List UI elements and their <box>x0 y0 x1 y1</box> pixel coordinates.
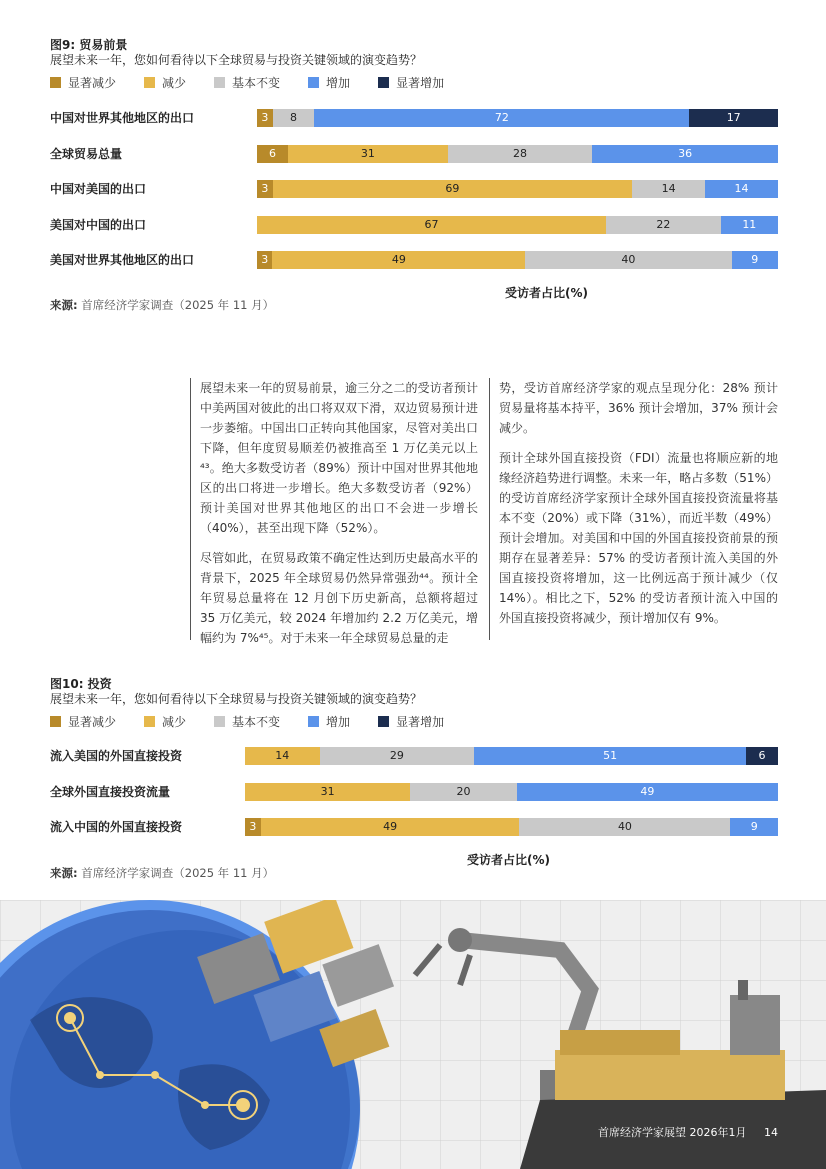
footer-text: 首席经济学家展望 2026年1月 <box>598 1126 747 1139</box>
legend-swatch <box>144 77 155 88</box>
stacked-bar <box>257 251 778 269</box>
bar-segment: 20 <box>410 783 517 801</box>
figure-10-x-axis-title: 受访者占比(%) <box>467 853 550 867</box>
bar-row <box>50 180 778 198</box>
figure-9-subtitle: 展望未来一年，您如何看待以下全球贸易与投资关键领域的演变趋势？ <box>50 53 423 67</box>
bar-segment: 31 <box>288 145 448 163</box>
legend-swatch <box>378 716 389 727</box>
bar-segment: 40 <box>525 251 731 269</box>
figure-9-legend <box>50 74 778 90</box>
bar-segment: 17 <box>689 109 778 127</box>
stacked-bar <box>245 818 778 836</box>
bar-segment: 6 <box>257 145 288 163</box>
legend-label: 显著增加 <box>396 714 445 729</box>
category-label: 中国对美国的出口 <box>50 182 147 196</box>
bar-row <box>50 251 778 269</box>
paragraph: 展望未来一年的贸易前景，逾三分之二的受访者预计中美两国对彼此的出口将双双下滑，双边贸易预计进一步萎缩。中国出口正转向其他国家，尽管对美出口下降，但年度贸易顺差仍被推高至 1 万亿美元以上⁴³。绝大多数受访者（89%）预计中国对世界其他地区的出口将进一步增长。绝大多数受访者（92%）预计美国对世界其他地区的出口不会进一步增长（40%），甚至出现下降（52%）。 <box>200 381 478 535</box>
legend-swatch <box>214 77 225 88</box>
stacked-bar <box>245 783 778 801</box>
stacked-bar <box>257 145 778 163</box>
paragraph: 尽管如此，在贸易政策不确定性达到历史最高水平的背景下，2025 年全球贸易仍然异常强劲⁴⁴。预计全年贸易总量将在 12 月创下历史新高，总额将超过 35 万亿美元，较 2024 年增加约 2.2 万亿美元，增幅约为 7%⁴⁵。对于未来一年全球贸易总量的走 <box>200 551 478 645</box>
bar-row <box>50 109 778 127</box>
source-text: 首席经济学家调查（2025 年 11 月） <box>81 866 275 880</box>
bar-segment: 14 <box>705 180 778 198</box>
legend-label: 显著减少 <box>68 75 117 90</box>
legend-item <box>144 713 186 730</box>
legend-item <box>144 74 186 91</box>
bar-segment: 22 <box>606 216 721 234</box>
legend-swatch <box>378 77 389 88</box>
category-label: 流入美国的外国直接投资 <box>50 749 183 763</box>
bar-segment: 29 <box>320 747 475 765</box>
legend-item <box>308 713 350 730</box>
bar-segment: 28 <box>448 145 592 163</box>
figure-10-title: 图10: 投资 <box>50 677 112 691</box>
legend-item <box>308 74 350 91</box>
source-text: 首席经济学家调查（2025 年 11 月） <box>81 298 275 312</box>
page-footer <box>598 1124 778 1140</box>
bar-segment: 8 <box>273 109 315 127</box>
category-label: 全球外国直接投资流量 <box>50 784 171 799</box>
legend-swatch <box>50 716 61 727</box>
bar-row <box>50 818 778 836</box>
bar-row <box>50 145 778 163</box>
legend-swatch <box>308 716 319 727</box>
bar-row <box>50 747 778 765</box>
figure-10-source <box>50 865 274 881</box>
legend-item <box>214 74 280 91</box>
legend-label: 显著减少 <box>68 714 117 729</box>
legend-label: 增加 <box>326 75 351 90</box>
column-divider-right <box>489 378 490 640</box>
figure-10-subtitle: 展望未来一年，您如何看待以下全球贸易与投资关键领域的演变趋势？ <box>50 692 423 706</box>
body-text-right <box>499 378 778 638</box>
bar-segment: 49 <box>261 818 520 836</box>
figure-9-title: 图9: 贸易前景 <box>50 38 128 52</box>
page-number: 14 <box>764 1126 778 1139</box>
paragraph: 预计全球外国直接投资（FDI）流量也将顺应新的地缘经济趋势进行调整。未来一年，略占多数（51%）的受访首席经济学家预计全球外国直接投资流量将基本不变（20%）或下降（31%），而近半数（49%）预计会增加。对美国和中国的外国直接投资前景的预期存在显著差异：57% 的受访者预计流入美国的外国直接投资将增加，这一比例远高于预计减少（仅 14%）。相比之下，52% 的受访者预计流入中国的外国直接投资将减少，预计增加仅有 9%。 <box>499 451 778 625</box>
bar-segment: 3 <box>257 251 272 269</box>
legend-item <box>378 713 444 730</box>
bar-segment: 9 <box>732 251 778 269</box>
bar-segment: 14 <box>632 180 705 198</box>
stacked-bar <box>257 180 778 198</box>
paragraph: 势，受访首席经济学家的观点呈现分化：28% 预计贸易量将基本持平，36% 预计会增加，37% 预计会减少。 <box>499 381 778 435</box>
bar-segment: 49 <box>272 251 525 269</box>
legend-item <box>50 74 116 91</box>
legend-swatch <box>308 77 319 88</box>
figure-9 <box>50 38 778 90</box>
bar-segment: 6 <box>746 747 778 765</box>
bar-segment: 31 <box>245 783 410 801</box>
source-label: 来源: <box>50 866 78 880</box>
figure-10-legend <box>50 713 778 729</box>
stacked-bar <box>257 109 778 127</box>
bar-segment: 69 <box>273 180 632 198</box>
category-label: 美国对世界其他地区的出口 <box>50 253 195 267</box>
category-label: 中国对世界其他地区的出口 <box>50 111 195 125</box>
category-label: 美国对中国的出口 <box>50 217 147 232</box>
figure-9-source <box>50 297 274 313</box>
legend-label: 基本不变 <box>232 714 281 729</box>
legend-label: 显著增加 <box>396 75 445 90</box>
legend-item <box>378 74 444 91</box>
category-label: 全球贸易总量 <box>50 146 123 161</box>
bar-segment: 40 <box>519 818 730 836</box>
figure-9-x-axis-title: 受访者占比(%) <box>505 286 588 300</box>
bar-row <box>50 783 778 801</box>
legend-label: 增加 <box>326 714 351 729</box>
bar-segment: 3 <box>245 818 261 836</box>
stacked-bar <box>245 747 778 765</box>
body-text-left <box>200 378 478 658</box>
legend-swatch <box>144 716 155 727</box>
bar-segment: 36 <box>592 145 778 163</box>
stacked-bar <box>257 216 778 234</box>
bar-segment: 14 <box>245 747 320 765</box>
bar-segment: 11 <box>721 216 778 234</box>
bar-segment: 72 <box>314 109 689 127</box>
legend-label: 基本不变 <box>232 75 281 90</box>
bar-segment: 3 <box>257 109 273 127</box>
legend-swatch <box>50 77 61 88</box>
figure-10 <box>50 677 778 729</box>
legend-label: 减少 <box>162 714 187 729</box>
source-label: 来源: <box>50 298 78 312</box>
category-label: 流入中国的外国直接投资 <box>50 820 183 834</box>
bar-segment: 3 <box>257 180 273 198</box>
bar-segment: 67 <box>257 216 606 234</box>
legend-label: 减少 <box>162 75 187 90</box>
bar-segment: 9 <box>730 818 777 836</box>
bar-row <box>50 216 778 234</box>
column-divider-left <box>190 378 191 640</box>
legend-item <box>50 713 116 730</box>
bar-segment: 49 <box>517 783 778 801</box>
legend-item <box>214 713 280 730</box>
legend-swatch <box>214 716 225 727</box>
bar-segment: 51 <box>474 747 746 765</box>
